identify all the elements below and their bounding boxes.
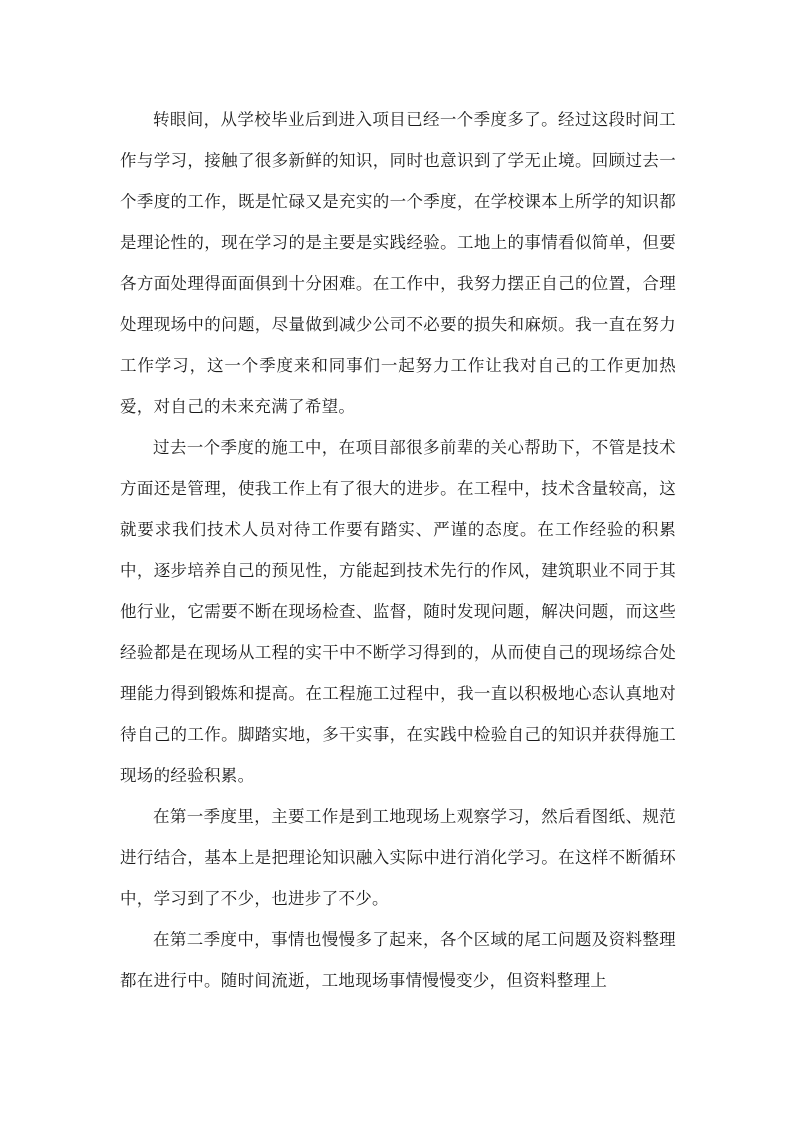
paragraph-1: 转眼间，从学校毕业后到进入项目已经一个季度多了。经过这段时间工作与学习，接触了很多新鲜的知识，同时也意识到了学无止境。回顾过去一个季度的工作，既是忙碌又是充实的一个季度，在学校课本上所学的知识都是理论性的，现在学习的是主要是实践经验。工地上的事情看似简单，但要各方面处理得面面俱到十分困难。在工作中，我努力摆正自己的位置，合理处理现场中的问题，尽量做到减少公司不必要的损失和麻烦。我一直在努力工作学习，这一个季度来和同事们一起努力工作让我对自己的工作更加热爱，对自己的未来充满了希望。 [120,110,676,416]
paragraph-3: 在第一季度里，主要工作是到工地现场上观察学习，然后看图纸、规范进行结合，基本上是把理论知识融入实际中进行消化学习。在这样不断循环中，学习到了不少，也进步了不少。 [120,807,676,908]
paragraph-4: 在第二季度中，事情也慢慢多了起来，各个区域的尾工问题及资料整理都在进行中。随时间流逝，工地现场事情慢慢变少，但资料整理上 [120,930,676,990]
paragraph-2: 过去一个季度的施工中，在项目部很多前辈的关心帮助下，不管是技术方面还是管理，使我工作上有了很大的进步。在工程中，技术含量较高，这就要求我们技术人员对待工作要有踏实、严谨的态度。在工作经验的积累中，逐步培养自己的预见性，方能起到技术先行的作风，建筑职业不同于其他行业，它需要不断在现场检查、监督，随时发现问题，解决问题，而这些经验都是在现场从工程的实干中不断学习得到的，从而使自己的现场综合处理能力得到锻炼和提高。在工程施工过程中，我一直以积极地心态认真地对待自己的工作。脚踏实地，多干实事，在实践中检验自己的知识并获得施工现场的经验积累。 [120,438,676,785]
document-body [120,99,676,1001]
